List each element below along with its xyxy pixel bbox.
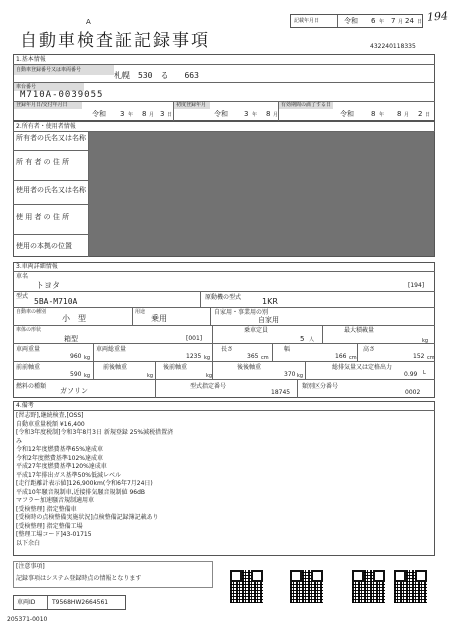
model-value: 5BA-M710A bbox=[34, 297, 78, 306]
displacement-label: 総排気量又は定格出力 bbox=[332, 364, 393, 371]
kind-label: 自動車の種別 bbox=[16, 309, 47, 315]
gross-value: 1235 bbox=[186, 353, 202, 360]
qr-code-1 bbox=[230, 570, 263, 603]
use-label: 用途 bbox=[135, 309, 146, 315]
vin-label: 車台番号 bbox=[16, 84, 37, 90]
owner-address-label: 所 有 者 の 住 所 bbox=[16, 158, 70, 166]
private-label: 自家用・事業用の別 bbox=[214, 309, 269, 316]
user-name-label: 使用者の氏名又は名称 bbox=[16, 186, 86, 194]
type-approval-label: 型式指定番号 bbox=[190, 383, 227, 390]
remark-line: 令和2年度燃費基準102%達成車 bbox=[16, 454, 103, 462]
category-value: 0002 bbox=[405, 389, 421, 396]
section1-heading: 1.基本情報 bbox=[16, 56, 46, 63]
remark-line: み bbox=[16, 437, 23, 445]
record-date-month: 7 bbox=[391, 17, 396, 25]
remark-line: [走行距離計表示値]126,900km(令和6年7月24日) bbox=[16, 480, 153, 487]
reg-number-label: 自動車登録番号又は車両番号 bbox=[16, 67, 82, 73]
use-value: 乗用 bbox=[151, 314, 167, 323]
ff-axle-label: 前前軸重 bbox=[16, 364, 41, 371]
model-label: 型式 bbox=[16, 293, 29, 300]
qr-code-2 bbox=[290, 570, 323, 603]
remark-line: [習志野],継続検査,[OSS] bbox=[16, 412, 84, 419]
remark-line: [受検時の点検整備実施状況]点検整備記録簿記載あり bbox=[16, 514, 159, 521]
capacity-label: 乗車定員 bbox=[244, 327, 269, 334]
section3-heading: 3.車両詳細情報 bbox=[16, 263, 58, 270]
width-value: 166 bbox=[335, 353, 347, 360]
reg-number-value: 札幌 530 る 663 bbox=[114, 71, 199, 80]
remark-line: マフラー加速騒音規制適用車 bbox=[16, 497, 95, 504]
first-reg-label: 登録年月日/交付年月日 bbox=[16, 102, 68, 108]
remark-line: 以下余白 bbox=[16, 539, 41, 547]
shape-label: 車体の形状 bbox=[16, 327, 42, 333]
vin-value: M710A-0039055 bbox=[20, 90, 104, 100]
record-date-year: 6 bbox=[371, 17, 376, 25]
base-location-label: 使用の本拠の位置 bbox=[16, 242, 72, 250]
private-value: 自家用 bbox=[258, 316, 279, 324]
expiry-label: 有効期間の満了する日 bbox=[281, 102, 332, 108]
displacement-value: 0.99 bbox=[404, 371, 418, 378]
form-code: 205371-0010 bbox=[7, 616, 48, 623]
redacted-personal-info bbox=[89, 132, 434, 256]
width-label: 幅 bbox=[284, 346, 291, 353]
remark-line: [受検整理] 指定整備車 bbox=[16, 505, 77, 513]
remark-line: 平成17年排出ガス基準50%低減レベル bbox=[16, 471, 121, 479]
remark-line: 平成10年騒音規制車,近接排気騒音規制値 96dB bbox=[16, 488, 146, 496]
capacity-value: 5 bbox=[300, 335, 305, 343]
height-value: 152 bbox=[413, 353, 425, 360]
kind-value: 小 型 bbox=[62, 314, 86, 323]
remark-line: 自動車重量税額 ¥16,400 bbox=[16, 420, 85, 428]
record-date-day: 24 bbox=[405, 17, 414, 25]
remark-line: [令和3年度税制]令和3年8月3日 新規登録 25%減税措置済 bbox=[16, 429, 174, 436]
category-label: 類別区分番号 bbox=[302, 383, 339, 390]
vehicle-id-box bbox=[13, 595, 126, 610]
gross-label: 車両総重量 bbox=[96, 346, 127, 353]
rr-axle-value: 370 bbox=[284, 371, 296, 378]
rf-axle-label: 後前軸重 bbox=[163, 364, 188, 371]
fuel-label: 燃料の種類 bbox=[16, 383, 47, 390]
document-number: 432240118335 bbox=[370, 43, 416, 50]
record-date-label: 記載年月日 bbox=[294, 18, 320, 24]
vehicle-id-label: 車両ID bbox=[17, 599, 36, 606]
remark-line: 令和12年度燃費基準65%達成車 bbox=[16, 446, 103, 453]
remark-line: [整理工場コード]43-01715 bbox=[16, 531, 92, 538]
owner-name-label: 所有者の氏名又は名称 bbox=[16, 134, 86, 142]
maker-code: [194] bbox=[408, 282, 425, 289]
engine-label: 原動機の型式 bbox=[205, 294, 242, 301]
weight-label: 車両重量 bbox=[16, 346, 41, 353]
length-label: 長さ bbox=[221, 346, 234, 353]
shape-code: [001] bbox=[186, 335, 203, 342]
maker-label: 車名 bbox=[16, 273, 29, 280]
max-load-label: 最大積載量 bbox=[344, 327, 375, 334]
height-label: 高さ bbox=[363, 346, 376, 353]
length-value: 365 bbox=[247, 353, 259, 360]
handwritten-number: 194 bbox=[426, 9, 449, 24]
rr-axle-label: 後後軸重 bbox=[237, 364, 262, 371]
page-title: 自動車検査証記録事項 bbox=[20, 31, 210, 51]
remark-line: [受検整理] 指定整備工場 bbox=[16, 522, 83, 530]
qr-code-3 bbox=[352, 570, 385, 603]
fr-axle-label: 前後軸重 bbox=[103, 364, 128, 371]
first-inspection-label: 初度登録年月 bbox=[176, 102, 207, 108]
remarks-lines bbox=[16, 412, 426, 548]
ff-axle-value: 590 bbox=[70, 371, 82, 378]
user-address-label: 使 用 者 の 住 所 bbox=[16, 213, 70, 221]
remark-line: 平成27年度燃費基準120%達成車 bbox=[16, 463, 107, 470]
record-date-box: 記載年月日 令和 6 年 7 月 24 日 bbox=[290, 14, 423, 28]
weight-value: 960 bbox=[70, 353, 82, 360]
maker-value: トヨタ bbox=[36, 281, 60, 290]
type-approval-value: 18745 bbox=[271, 389, 291, 396]
notes-line: 記録事項はシステム登録時点の情報となります bbox=[16, 575, 142, 582]
notes-heading: [注意事項] bbox=[16, 563, 45, 570]
vehicle-id-value: T9568HW2664561 bbox=[52, 599, 109, 606]
fuel-value: ガソリン bbox=[60, 387, 88, 395]
section4-heading: 4.備考 bbox=[16, 402, 34, 409]
record-date-era: 令和 bbox=[344, 17, 358, 25]
top-letter: A bbox=[86, 18, 91, 26]
section2-heading: 2.所有者・使用者情報 bbox=[16, 123, 76, 130]
engine-value: 1KR bbox=[262, 297, 278, 306]
qr-code-4 bbox=[394, 570, 427, 603]
shape-value: 箱型 bbox=[64, 335, 78, 343]
